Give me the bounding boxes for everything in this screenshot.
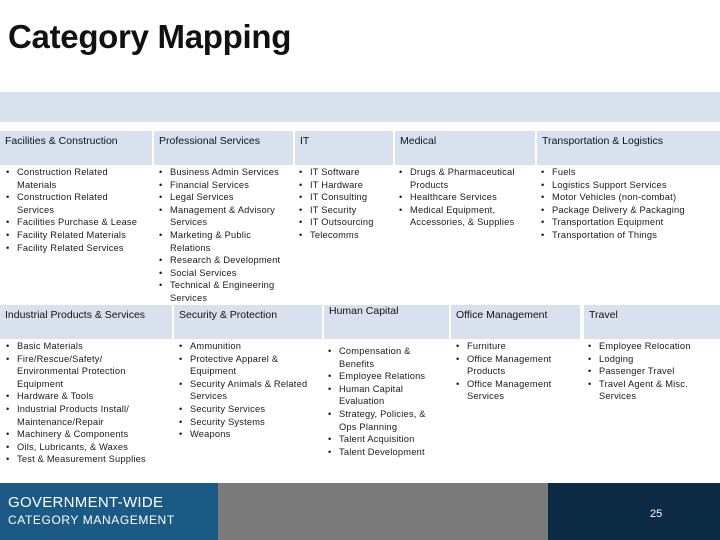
category-header-it <box>295 131 393 165</box>
category-header-label: Professional Services <box>159 135 260 147</box>
category-list-facilities <box>6 166 146 254</box>
list-item: • Financial Services <box>159 179 293 192</box>
footer-gray-panel <box>218 483 548 540</box>
footer-page-panel <box>548 483 720 540</box>
list-item: • IT Hardware <box>299 179 393 192</box>
list-item: • Legal Services <box>159 191 293 204</box>
list-item: • Research & Development <box>159 254 293 267</box>
category-header-label: Human Capital <box>329 305 399 317</box>
category-header-medical <box>395 131 535 165</box>
category-header-label: Industrial Products & Services <box>5 309 146 321</box>
category-list-medical <box>399 166 534 229</box>
category-list-it <box>299 166 393 242</box>
list-item: • Fire/Rescue/Safety/ Environmental Protection Equipment <box>6 353 164 391</box>
list-item: • Facility Related Materials <box>6 229 146 242</box>
category-list-office <box>456 340 571 403</box>
list-item: • Security Services <box>179 403 321 416</box>
category-header-label: Security & Protection <box>179 309 278 321</box>
list-item: • IT Consulting <box>299 191 393 204</box>
category-header-office <box>451 305 580 339</box>
list-item: • Travel Agent & Misc. Services <box>588 378 716 403</box>
list-item: • Basic Materials <box>6 340 164 353</box>
list-item: • Package Delivery & Packaging <box>541 204 717 217</box>
list-item: • Weapons <box>179 428 321 441</box>
list-item: • Talent Development <box>328 446 440 459</box>
logo-line-2: CATEGORY MANAGEMENT <box>8 513 175 527</box>
list-item: • IT Outsourcing <box>299 216 393 229</box>
list-item: • Employee Relations <box>328 370 440 383</box>
list-item: • Management & Advisory Services <box>159 204 293 229</box>
page-title: Category Mapping <box>8 18 292 55</box>
list-item: • IT Software <box>299 166 393 179</box>
category-list-transportation <box>541 166 717 242</box>
list-item: • Drugs & Pharmaceutical Products <box>399 166 534 191</box>
list-item: • Technical & Engineering Services <box>159 279 293 304</box>
list-item: • Marketing & Public Relations <box>159 229 293 254</box>
category-list-industrial <box>6 340 164 466</box>
gwcm-logo <box>8 494 175 527</box>
list-item: • Medical Equipment, Accessories, & Supplies <box>399 204 534 229</box>
list-item: • Security Systems <box>179 416 321 429</box>
list-item: • Office Management Services <box>456 378 571 403</box>
category-header-security <box>174 305 322 339</box>
list-item: • Construction Related Services <box>6 191 146 216</box>
list-item: • Protective Apparel & Equipment <box>179 353 321 378</box>
list-item: • Social Services <box>159 267 293 280</box>
list-item: • Office Management Products <box>456 353 571 378</box>
category-list-security <box>179 340 321 441</box>
list-item: • Transportation Equipment <box>541 216 717 229</box>
category-header-label: Transportation & Logistics <box>542 135 664 147</box>
list-item: • Telecomms <box>299 229 393 242</box>
category-header-label: Travel <box>589 309 618 321</box>
list-item: • Test & Measurement Supplies <box>6 453 164 466</box>
category-header-transportation <box>537 131 720 165</box>
list-item: • Machinery & Components <box>6 428 164 441</box>
list-item: • Employee Relocation <box>588 340 716 353</box>
list-item: • Facilities Purchase & Lease <box>6 216 146 229</box>
list-item: • Motor Vehicles (non-combat) <box>541 191 717 204</box>
category-header-industrial <box>0 305 172 339</box>
list-item: • Transportation of Things <box>541 229 717 242</box>
list-item: • Talent Acquisition <box>328 433 440 446</box>
list-item: • Oils, Lubricants, & Waxes <box>6 441 164 454</box>
category-header-label: IT <box>300 135 310 147</box>
list-item: • Ammunition <box>179 340 321 353</box>
list-item: • Industrial Products Install/ Maintenance/Repair <box>6 403 164 428</box>
list-item: • IT Security <box>299 204 393 217</box>
category-header-professional <box>154 131 293 165</box>
list-item: • Hardware & Tools <box>6 390 164 403</box>
list-item: • Passenger Travel <box>588 365 716 378</box>
title-banner <box>0 92 720 122</box>
list-item: • Human Capital Evaluation <box>328 383 440 408</box>
category-header-label: Medical <box>400 135 437 147</box>
category-list-professional <box>159 166 293 305</box>
list-item: • Strategy, Policies, & Ops Planning <box>328 408 440 433</box>
list-item: • Security Animals & Related Services <box>179 378 321 403</box>
list-item: • Compensation & Benefits <box>328 345 440 370</box>
category-header-human-capital <box>324 305 449 339</box>
category-list-human-capital <box>328 345 440 458</box>
list-item: • Fuels <box>541 166 717 179</box>
list-item: • Facility Related Services <box>6 242 146 255</box>
category-header-label: Facilities & Construction <box>5 135 118 147</box>
list-item: • Logistics Support Services <box>541 179 717 192</box>
list-item: • Furniture <box>456 340 571 353</box>
category-header-facilities <box>0 131 152 165</box>
list-item: • Construction Related Materials <box>6 166 146 191</box>
category-header-travel <box>584 305 720 339</box>
logo-line-1: GOVERNMENT-WIDE <box>8 494 164 511</box>
list-item: • Business Admin Services <box>159 166 293 179</box>
category-header-label: Office Management <box>456 309 548 321</box>
list-item: • Healthcare Services <box>399 191 534 204</box>
page-number: 25 <box>650 508 663 520</box>
category-list-travel <box>588 340 716 403</box>
list-item: • Lodging <box>588 353 716 366</box>
